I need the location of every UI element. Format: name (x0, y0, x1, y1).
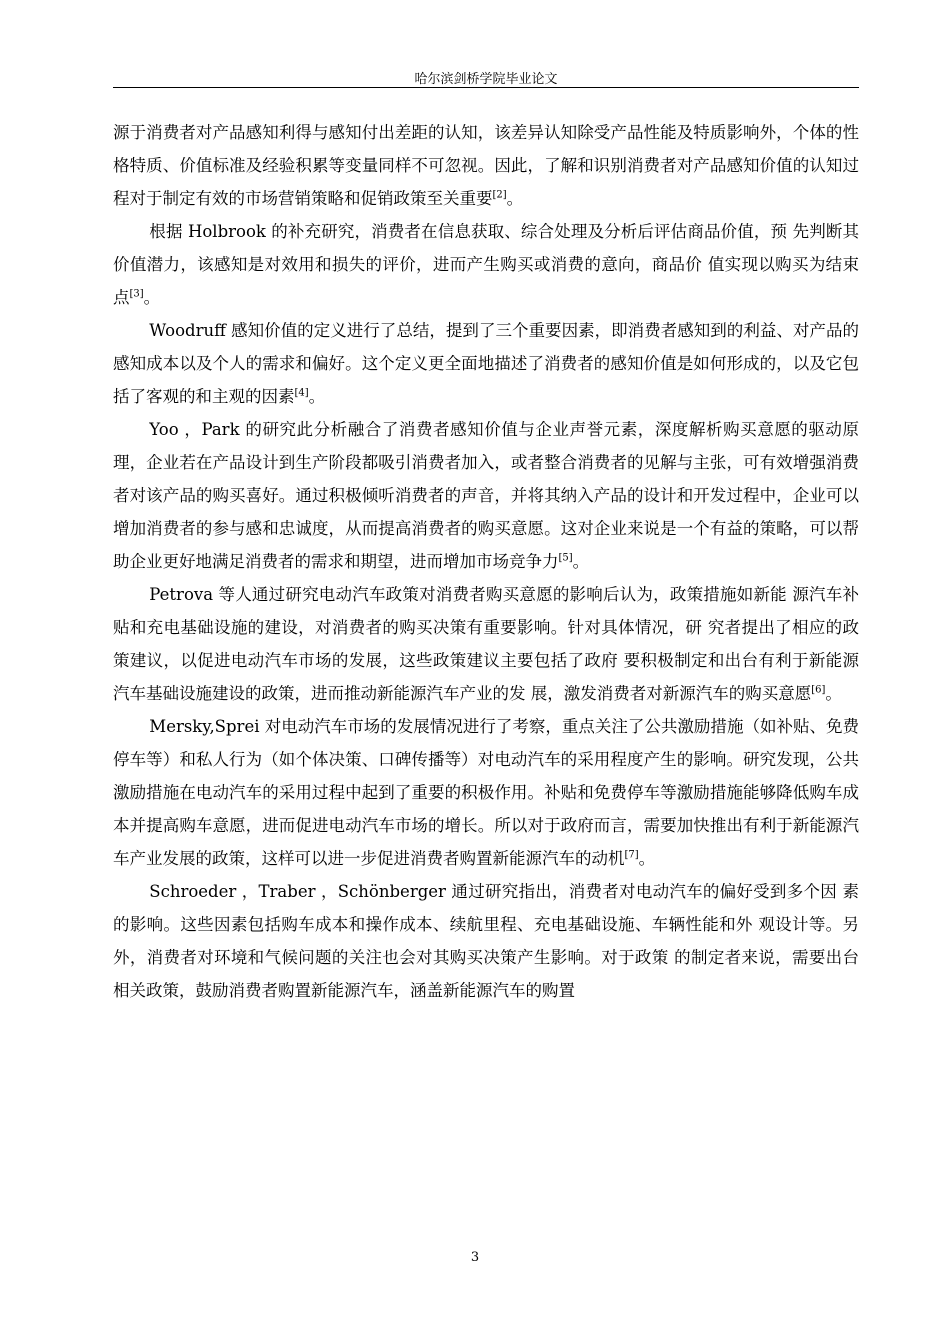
paragraph (113, 578, 859, 710)
citation-ref: [4] (294, 387, 309, 399)
paragraph-text: 源于消费者对产品感知利得与感知付出差距的认知，该差异认知除受产品性能及特质影响外，个体的性格特质、价值标准及经验积累等变量同样不可忽视。因此，了解和识别消费者对产品感知价值的认知过程对于制定有效的市场营销策略和促销政策至关重要 (113, 123, 859, 208)
paragraph-text: 根据 Holbrook 的补充研究，消费者在信息获取、综合处理及分析后评估商品价值，预 先判断其价值潜力，该感知是对效用和损失的评价，进而产生购买或消费的意向，商品价 值实现以购买为结束点 (113, 222, 859, 307)
paragraph (113, 314, 859, 413)
paragraph (113, 215, 859, 314)
paragraph-text: Schroeder ，Traber ，Schönberger 通过研究指出，消费者对电动汽车的偏好受到多个因 素的影响。这些因素包括购车成本和操作成本、续航里程、充电基础设施、车辆性能和外 观设计等。另外，消费者对环境和气候问题的关注也会对其购买决策产生影响。对于政策 的制定者来说，需要出台相关政策，鼓励消费者购置新能源汽车，涵盖新能源汽车的购置 (113, 882, 859, 1000)
paragraph-text: Woodruff 感知价值的定义进行了总结，提到了三个重要因素，即消费者感知到的利益、对产品的感知成本以及个人的需求和偏好。这个定义更全面地描述了消费者的感知价值是如何形成的，以及它包括了客观的和主观的因素 (113, 321, 859, 406)
paragraph-end: 。 (638, 849, 656, 868)
paragraph-end: 。 (143, 288, 161, 307)
paragraph-end: 。 (506, 189, 524, 208)
paragraph (113, 710, 859, 875)
citation-ref: [7] (624, 849, 639, 861)
citation-ref: [2] (492, 189, 507, 201)
paragraph-text: Yoo ，Park 的研究此分析融合了消费者感知价值与企业声誉元素，深度解析购买意愿的驱动原理，企业若在产品设计到生产阶段都吸引消费者加入，或者整合消费者的见解与主张，可有效增强消费者对该产品的购买喜好。通过积极倾听消费者的声音，并将其纳入产品的设计和开发过程中，企业可以增加消费者的参与感和忠诚度，从而提高消费者的购买意愿。这对企业来说是一个有益的策略，可以帮助企业更好地满足消费者的需求和期望，进而增加市场竞争力 (113, 420, 859, 571)
paragraph-end: 。 (308, 387, 326, 406)
paragraph-end: 。 (572, 552, 590, 571)
header-divider (113, 87, 859, 88)
body-text (113, 116, 859, 1007)
citation-ref: [5] (558, 552, 573, 564)
paragraph-text: Petrova 等人通过研究电动汽车政策对消费者购买意愿的影响后认为，政策措施如新能 源汽车补贴和充电基础设施的建设，对消费者的购买决策有重要影响。针对具体情况，研 究者提出了相应的政策建议，以促进电动汽车市场的发展，这些政策建议主要包括了政府 要积极制定和出台有利于新能源汽车基础设施建设的政策，进而推动新能源汽车产业的发 展，激发消费者对新源汽车的购买意愿 (113, 585, 859, 703)
running-header: 哈尔滨剑桥学院毕业论文 (414, 72, 558, 87)
page-number: 3 (470, 1250, 480, 1265)
citation-ref: [6] (811, 684, 826, 696)
paragraph (113, 116, 859, 215)
citation-ref: [3] (129, 288, 144, 300)
paragraph-end: 。 (825, 684, 842, 703)
paragraph (113, 875, 859, 1007)
paragraph (113, 413, 859, 578)
paragraph-text: Mersky,Sprei 对电动汽车市场的发展情况进行了考察，重点关注了公共激励措施（如补贴、免费停车等）和私人行为（如个体决策、口碑传播等）对电动汽车的采用程度产生的影响。研究发现，公共激励措施在电动汽车的采用过程中起到了重要的积极作用。补贴和免费停车等激励措施能够降低购车成本并提高购车意愿，进而促进电动汽车市场的增长。所以对于政府而言，需要加快推出有利于新能源汽车产业发展的政策，这样可以进一步促进消费者购置新能源汽车的动机 (113, 717, 859, 868)
